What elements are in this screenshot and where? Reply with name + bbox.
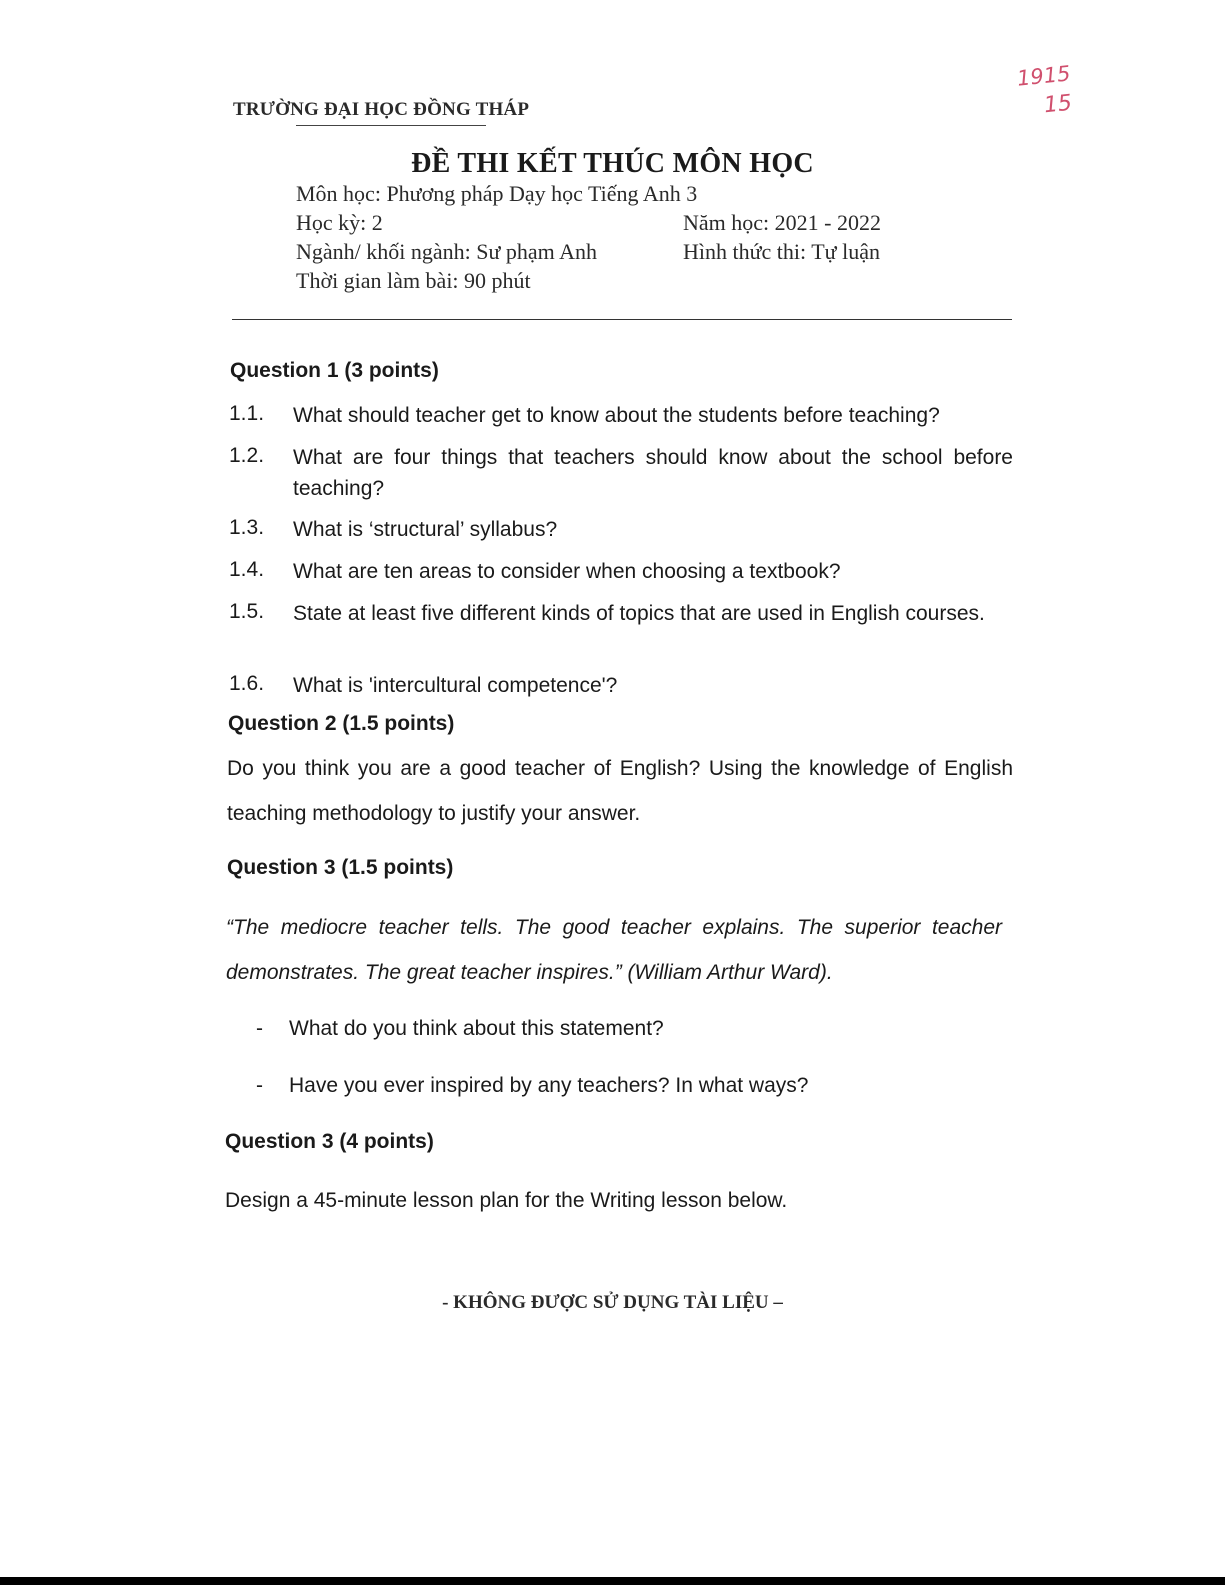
question3-bullet: Have you ever inspired by any teachers? In what ways? (289, 1074, 809, 1097)
q1-item-number: 1.5. (229, 600, 265, 623)
q1-item-number: 1.3. (229, 516, 265, 539)
question3-bullet: What do you think about this statement? (289, 1017, 664, 1040)
subject-line: Môn học: Phương pháp Dạy học Tiếng Anh 3 (296, 181, 698, 206)
q1-item-text: What should teacher get to know about the students before teaching? (293, 404, 940, 427)
exam-title: ĐỀ THI KẾT THÚC MÔN HỌC (411, 148, 814, 179)
school-underline (296, 125, 486, 126)
q1-item-number: 1.1. (229, 402, 265, 425)
school-year-line: Năm học: 2021 - 2022 (683, 210, 881, 235)
question4-text: Design a 45-minute lesson plan for the Writing lesson below. (225, 1189, 788, 1212)
duration-line: Thời gian làm bài: 90 phút (296, 268, 531, 293)
semester-line: Học kỳ: 2 (296, 210, 383, 235)
handwritten-note-2: 15 (1042, 90, 1074, 119)
q1-item-text: What is 'intercultural competence'? (293, 674, 618, 697)
handwritten-note-1: 1915 (1015, 61, 1072, 91)
q1-item-number: 1.6. (229, 672, 265, 695)
question3-heading: Question 3 (1.5 points) (227, 856, 454, 879)
q1-item-text: What are four things that teachers should know about the school before teaching? (293, 446, 1013, 500)
q1-item-text: State at least five different kinds of topics that are used in English courses. (293, 602, 985, 625)
bullet-marker: - (256, 1017, 263, 1040)
footer-note: - KHÔNG ĐƯỢC SỬ DỤNG TÀI LIỆU – (442, 1292, 783, 1313)
question2-heading: Question 2 (1.5 points) (228, 712, 455, 735)
header-divider (232, 319, 1012, 320)
question3-quote: “The mediocre teacher tells. The good teacher explains. The superior teacher demonstrates. The great teacher inspires.” (William Arthur Ward). (226, 916, 1002, 984)
question2-text: Do you think you are a good teacher of English? Using the knowledge of English teaching methodology to justify your answer. (227, 757, 1013, 825)
q1-item-text: What are ten areas to consider when choosing a textbook? (293, 560, 841, 583)
q1-item-number: 1.2. (229, 444, 265, 467)
scan-bottom-edge (0, 1577, 1225, 1585)
school-name: TRƯỜNG ĐẠI HỌC ĐỒNG THÁP (233, 99, 530, 120)
question4-heading: Question 3 (4 points) (225, 1130, 434, 1153)
bullet-marker: - (256, 1074, 263, 1097)
exam-format-line: Hình thức thi: Tự luận (683, 239, 880, 264)
q1-item-text: What is ‘structural’ syllabus? (293, 518, 558, 541)
question1-heading: Question 1 (3 points) (230, 359, 439, 382)
q1-item-number: 1.4. (229, 558, 265, 581)
major-line: Ngành/ khối ngành: Sư phạm Anh (296, 239, 597, 264)
